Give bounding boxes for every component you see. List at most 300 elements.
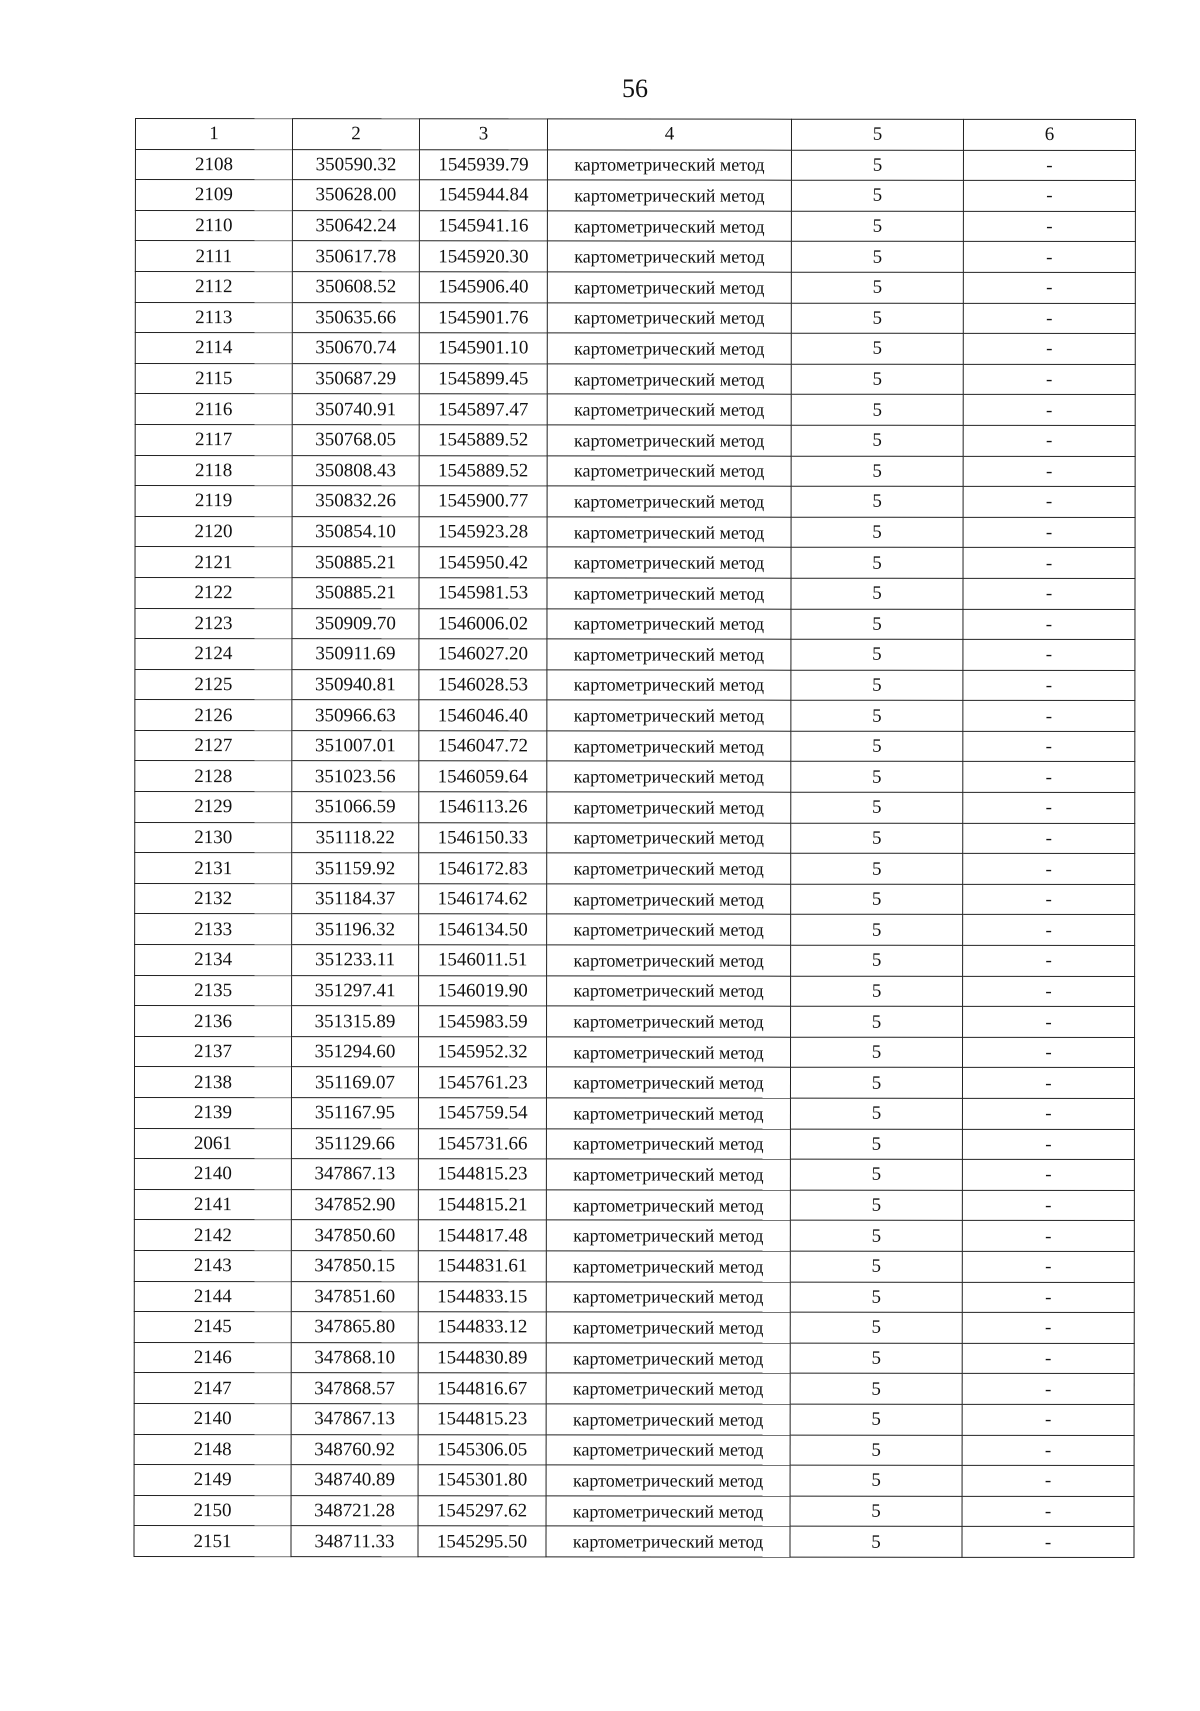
method-cell: картометрический метод bbox=[547, 578, 791, 609]
table-row bbox=[135, 975, 1135, 1007]
y-coordinate-cell: 1545901.76 bbox=[419, 302, 547, 333]
point-number-cell: 2123 bbox=[135, 608, 292, 639]
x-coordinate-cell: 350854.10 bbox=[292, 516, 419, 547]
point-number-cell: 2135 bbox=[135, 975, 292, 1006]
method-cell: картометрический метод bbox=[547, 884, 791, 915]
accuracy-cell: 5 bbox=[790, 1404, 962, 1435]
x-coordinate-cell: 350628.00 bbox=[292, 180, 419, 211]
method-cell: картометрический метод bbox=[547, 272, 791, 303]
accuracy-cell: 5 bbox=[791, 547, 963, 578]
method-cell: картометрический метод bbox=[547, 180, 791, 211]
note-cell: - bbox=[962, 1160, 1134, 1191]
table-row bbox=[135, 241, 1135, 273]
accuracy-cell: 5 bbox=[791, 395, 963, 426]
note-cell: - bbox=[963, 364, 1135, 395]
x-coordinate-cell: 347868.57 bbox=[291, 1373, 418, 1404]
note-cell: - bbox=[963, 578, 1135, 609]
point-number-cell: 2117 bbox=[135, 424, 292, 455]
table-row bbox=[135, 669, 1135, 701]
method-cell: картометрический метод bbox=[546, 1373, 790, 1404]
y-coordinate-cell: 1545983.59 bbox=[419, 1006, 547, 1037]
table-row bbox=[135, 149, 1135, 181]
table-row bbox=[135, 730, 1135, 762]
note-cell: - bbox=[963, 639, 1135, 670]
y-coordinate-cell: 1544831.61 bbox=[418, 1251, 546, 1282]
table-row bbox=[134, 1067, 1134, 1099]
table-row bbox=[135, 302, 1135, 334]
point-number-cell: 2114 bbox=[135, 333, 292, 364]
note-cell: - bbox=[962, 1282, 1134, 1313]
y-coordinate-cell: 1546006.02 bbox=[419, 608, 547, 639]
x-coordinate-cell: 351196.32 bbox=[292, 914, 419, 945]
table-row bbox=[134, 1250, 1134, 1282]
y-coordinate-cell: 1546174.62 bbox=[419, 884, 547, 915]
x-coordinate-cell: 350768.05 bbox=[292, 425, 419, 456]
y-coordinate-cell: 1546172.83 bbox=[419, 853, 547, 884]
point-number-cell: 2150 bbox=[134, 1495, 291, 1526]
y-coordinate-cell: 1546134.50 bbox=[419, 914, 547, 945]
point-number-cell: 2134 bbox=[135, 945, 292, 976]
x-coordinate-cell: 347867.13 bbox=[291, 1404, 418, 1435]
table-body bbox=[134, 149, 1135, 1557]
x-coordinate-cell: 350687.29 bbox=[292, 363, 419, 394]
point-number-cell: 2139 bbox=[134, 1098, 291, 1129]
y-coordinate-cell: 1545981.53 bbox=[419, 578, 547, 609]
x-coordinate-cell: 351315.89 bbox=[292, 1006, 419, 1037]
note-cell: - bbox=[963, 303, 1135, 334]
accuracy-cell: 5 bbox=[790, 1098, 962, 1129]
method-cell: картометрический метод bbox=[546, 1404, 790, 1435]
table-row bbox=[134, 1189, 1134, 1221]
header-cell: 6 bbox=[963, 119, 1135, 150]
table-row bbox=[135, 700, 1135, 732]
note-cell: - bbox=[963, 242, 1135, 273]
point-number-cell: 2113 bbox=[135, 302, 292, 333]
method-cell: картометрический метод bbox=[547, 1006, 791, 1037]
accuracy-cell: 5 bbox=[791, 792, 963, 823]
x-coordinate-cell: 350608.52 bbox=[292, 272, 419, 303]
x-coordinate-cell: 350911.69 bbox=[292, 639, 419, 670]
y-coordinate-cell: 1545944.84 bbox=[419, 180, 547, 211]
method-cell: картометрический метод bbox=[546, 1159, 790, 1190]
method-cell: картометрический метод bbox=[546, 1434, 790, 1465]
table-row bbox=[135, 792, 1135, 824]
accuracy-cell: 5 bbox=[791, 945, 963, 976]
method-cell: картометрический метод bbox=[546, 1465, 790, 1496]
note-cell: - bbox=[962, 1068, 1134, 1099]
point-number-cell: 2120 bbox=[135, 516, 292, 547]
note-cell: - bbox=[963, 517, 1135, 548]
method-cell: картометрический метод bbox=[547, 517, 791, 548]
table-row bbox=[135, 180, 1135, 212]
point-number-cell: 2133 bbox=[135, 914, 292, 945]
method-cell: картометрический метод bbox=[547, 241, 791, 272]
note-cell: - bbox=[963, 395, 1135, 426]
note-cell: - bbox=[962, 1251, 1134, 1282]
table-row bbox=[135, 577, 1135, 609]
accuracy-cell: 5 bbox=[790, 1129, 962, 1160]
y-coordinate-cell: 1546028.53 bbox=[419, 669, 547, 700]
x-coordinate-cell: 348760.92 bbox=[291, 1434, 418, 1465]
accuracy-cell: 5 bbox=[791, 976, 963, 1007]
method-cell: картометрический метод bbox=[547, 823, 791, 854]
note-cell: - bbox=[962, 1435, 1134, 1466]
x-coordinate-cell: 347850.15 bbox=[291, 1251, 418, 1282]
table-row bbox=[135, 945, 1135, 977]
note-cell: - bbox=[963, 272, 1135, 303]
accuracy-cell: 5 bbox=[791, 517, 963, 548]
accuracy-cell: 5 bbox=[791, 639, 963, 670]
point-number-cell: 2138 bbox=[134, 1067, 291, 1098]
note-cell: - bbox=[962, 1374, 1134, 1405]
y-coordinate-cell: 1546019.90 bbox=[419, 975, 547, 1006]
accuracy-cell: 5 bbox=[790, 1190, 962, 1221]
x-coordinate-cell: 350885.21 bbox=[292, 547, 419, 578]
table-row bbox=[135, 455, 1135, 487]
x-coordinate-cell: 347865.80 bbox=[291, 1312, 418, 1343]
note-cell: - bbox=[962, 1221, 1134, 1252]
accuracy-cell: 5 bbox=[791, 364, 963, 395]
x-coordinate-cell: 351023.56 bbox=[292, 761, 419, 792]
table-row bbox=[135, 271, 1135, 303]
note-cell: - bbox=[963, 701, 1135, 732]
method-cell: картометрический метод bbox=[547, 700, 791, 731]
x-coordinate-cell: 348711.33 bbox=[291, 1526, 418, 1557]
y-coordinate-cell: 1545889.52 bbox=[419, 455, 547, 486]
header-cell: 4 bbox=[547, 119, 791, 150]
table-row bbox=[134, 1312, 1134, 1344]
y-coordinate-cell: 1546046.40 bbox=[419, 700, 547, 731]
table-row bbox=[134, 1128, 1134, 1160]
x-coordinate-cell: 350808.43 bbox=[292, 455, 419, 486]
note-cell: - bbox=[962, 1129, 1134, 1160]
y-coordinate-cell: 1544815.23 bbox=[418, 1159, 546, 1190]
accuracy-cell: 5 bbox=[790, 1465, 962, 1496]
y-coordinate-cell: 1544817.48 bbox=[418, 1220, 546, 1251]
method-cell: картометрический метод bbox=[547, 731, 791, 762]
accuracy-cell: 5 bbox=[791, 1037, 963, 1068]
y-coordinate-cell: 1545889.52 bbox=[419, 425, 547, 456]
method-cell: картометрический метод bbox=[546, 1526, 790, 1557]
y-coordinate-cell: 1545897.47 bbox=[419, 394, 547, 425]
note-cell: - bbox=[963, 334, 1135, 365]
y-coordinate-cell: 1544833.12 bbox=[418, 1312, 546, 1343]
x-coordinate-cell: 350635.66 bbox=[292, 302, 419, 333]
point-number-cell: 2144 bbox=[134, 1281, 291, 1312]
accuracy-cell: 5 bbox=[791, 211, 963, 242]
point-number-cell: 2151 bbox=[134, 1526, 291, 1557]
accuracy-cell: 5 bbox=[791, 242, 963, 273]
y-coordinate-cell: 1545900.77 bbox=[419, 486, 547, 517]
note-cell: - bbox=[962, 1527, 1134, 1558]
y-coordinate-cell: 1545759.54 bbox=[418, 1098, 546, 1129]
table-row bbox=[135, 853, 1135, 885]
table-row bbox=[134, 1281, 1134, 1313]
y-coordinate-cell: 1545761.23 bbox=[418, 1067, 546, 1098]
x-coordinate-cell: 347868.10 bbox=[291, 1342, 418, 1373]
note-cell: - bbox=[963, 150, 1135, 181]
accuracy-cell: 5 bbox=[791, 180, 963, 211]
point-number-cell: 2130 bbox=[135, 822, 292, 853]
point-number-cell: 2121 bbox=[135, 547, 292, 578]
point-number-cell: 2148 bbox=[134, 1434, 291, 1465]
table-row bbox=[135, 1036, 1135, 1068]
method-cell: картометрический метод bbox=[547, 394, 791, 425]
accuracy-cell: 5 bbox=[791, 853, 963, 884]
table-row bbox=[135, 822, 1135, 854]
x-coordinate-cell: 351159.92 bbox=[292, 853, 419, 884]
note-cell: - bbox=[963, 211, 1135, 242]
x-coordinate-cell: 351007.01 bbox=[292, 731, 419, 762]
accuracy-cell: 5 bbox=[790, 1312, 962, 1343]
method-cell: картометрический метод bbox=[547, 302, 791, 333]
point-number-cell: 2141 bbox=[134, 1189, 291, 1220]
y-coordinate-cell: 1545899.45 bbox=[419, 364, 547, 395]
y-coordinate-cell: 1546047.72 bbox=[419, 731, 547, 762]
method-cell: картометрический метод bbox=[547, 639, 791, 670]
note-cell: - bbox=[963, 945, 1135, 976]
x-coordinate-cell: 351118.22 bbox=[292, 822, 419, 853]
header-cell: 2 bbox=[292, 119, 419, 150]
point-number-cell: 2132 bbox=[135, 883, 292, 914]
point-number-cell: 2140 bbox=[134, 1403, 291, 1434]
point-number-cell: 2108 bbox=[135, 149, 292, 180]
table-row bbox=[134, 1434, 1134, 1466]
y-coordinate-cell: 1545731.66 bbox=[418, 1128, 546, 1159]
accuracy-cell: 5 bbox=[790, 1159, 962, 1190]
accuracy-cell: 5 bbox=[791, 1006, 963, 1037]
x-coordinate-cell: 351297.41 bbox=[292, 975, 419, 1006]
header-cell: 3 bbox=[419, 119, 547, 150]
y-coordinate-cell: 1545901.10 bbox=[419, 333, 547, 364]
note-cell: - bbox=[963, 731, 1135, 762]
point-number-cell: 2122 bbox=[135, 577, 292, 608]
x-coordinate-cell: 351184.37 bbox=[292, 884, 419, 915]
x-coordinate-cell: 348740.89 bbox=[291, 1465, 418, 1496]
y-coordinate-cell: 1546150.33 bbox=[419, 822, 547, 853]
table-row bbox=[134, 1220, 1134, 1252]
method-cell: картометрический метод bbox=[547, 761, 791, 792]
method-cell: картометрический метод bbox=[547, 792, 791, 823]
table-row bbox=[135, 486, 1135, 518]
method-cell: картометрический метод bbox=[547, 211, 791, 242]
note-cell: - bbox=[963, 762, 1135, 793]
table-row bbox=[134, 1526, 1134, 1558]
accuracy-cell: 5 bbox=[791, 731, 963, 762]
point-number-cell: 2110 bbox=[135, 210, 292, 241]
method-cell: картометрический метод bbox=[546, 1343, 790, 1374]
y-coordinate-cell: 1544830.89 bbox=[418, 1343, 546, 1374]
accuracy-cell: 5 bbox=[790, 1435, 962, 1466]
y-coordinate-cell: 1546059.64 bbox=[419, 761, 547, 792]
point-number-cell: 2126 bbox=[135, 700, 292, 731]
accuracy-cell: 5 bbox=[791, 486, 963, 517]
method-cell: картометрический метод bbox=[547, 333, 791, 364]
x-coordinate-cell: 350740.91 bbox=[292, 394, 419, 425]
table-row bbox=[135, 424, 1135, 456]
point-number-cell: 2140 bbox=[134, 1159, 291, 1190]
x-coordinate-cell: 350909.70 bbox=[292, 608, 419, 639]
method-cell: картометрический метод bbox=[546, 1281, 790, 1312]
method-cell: картометрический метод bbox=[546, 1312, 790, 1343]
coordinates-table-container bbox=[133, 118, 1135, 1558]
x-coordinate-cell: 351066.59 bbox=[292, 792, 419, 823]
accuracy-cell: 5 bbox=[791, 578, 963, 609]
x-coordinate-cell: 347850.60 bbox=[291, 1220, 418, 1251]
note-cell: - bbox=[963, 670, 1135, 701]
note-cell: - bbox=[963, 1007, 1135, 1038]
method-cell: картометрический метод bbox=[547, 1037, 791, 1068]
method-cell: картометрический метод bbox=[547, 670, 791, 701]
method-cell: картометрический метод bbox=[546, 1098, 790, 1129]
accuracy-cell: 5 bbox=[791, 762, 963, 793]
point-number-cell: 2061 bbox=[134, 1128, 291, 1159]
method-cell: картометрический метод bbox=[547, 364, 791, 395]
point-number-cell: 2111 bbox=[135, 241, 292, 272]
method-cell: картометрический метод bbox=[546, 1190, 790, 1221]
point-number-cell: 2131 bbox=[135, 853, 292, 884]
note-cell: - bbox=[963, 1037, 1135, 1068]
point-number-cell: 2115 bbox=[135, 363, 292, 394]
point-number-cell: 2145 bbox=[134, 1312, 291, 1343]
point-number-cell: 2143 bbox=[134, 1250, 291, 1281]
y-coordinate-cell: 1545906.40 bbox=[419, 272, 547, 303]
x-coordinate-cell: 350885.21 bbox=[292, 578, 419, 609]
x-coordinate-cell: 347852.90 bbox=[291, 1189, 418, 1220]
note-cell: - bbox=[963, 915, 1135, 946]
method-cell: картометрический метод bbox=[546, 1496, 790, 1527]
accuracy-cell: 5 bbox=[790, 1526, 962, 1557]
accuracy-cell: 5 bbox=[791, 609, 963, 640]
table-row bbox=[134, 1403, 1134, 1435]
note-cell: - bbox=[963, 456, 1135, 487]
point-number-cell: 2149 bbox=[134, 1465, 291, 1496]
method-cell: картометрический метод bbox=[546, 1251, 790, 1282]
x-coordinate-cell: 350832.26 bbox=[292, 486, 419, 517]
point-number-cell: 2129 bbox=[135, 792, 292, 823]
table-row bbox=[134, 1159, 1134, 1191]
table-row bbox=[135, 883, 1135, 915]
x-coordinate-cell: 351167.95 bbox=[291, 1098, 418, 1129]
accuracy-cell: 5 bbox=[791, 915, 963, 946]
table-row bbox=[134, 1098, 1134, 1130]
method-cell: картометрический метод bbox=[546, 1129, 790, 1160]
note-cell: - bbox=[963, 884, 1135, 915]
header-cell: 1 bbox=[135, 119, 292, 150]
note-cell: - bbox=[962, 1190, 1134, 1221]
point-number-cell: 2127 bbox=[135, 730, 292, 761]
method-cell: картометрический метод bbox=[547, 150, 791, 181]
method-cell: картометрический метод bbox=[547, 425, 791, 456]
note-cell: - bbox=[962, 1313, 1134, 1344]
table-row bbox=[135, 1006, 1135, 1038]
point-number-cell: 2146 bbox=[134, 1342, 291, 1373]
x-coordinate-cell: 351233.11 bbox=[292, 945, 419, 976]
table-row bbox=[135, 914, 1135, 946]
table-row bbox=[135, 639, 1135, 671]
method-cell: картометрический метод bbox=[547, 976, 791, 1007]
point-number-cell: 2136 bbox=[135, 1006, 292, 1037]
point-number-cell: 2124 bbox=[135, 639, 292, 670]
table-row bbox=[135, 516, 1135, 548]
accuracy-cell: 5 bbox=[791, 272, 963, 303]
accuracy-cell: 5 bbox=[790, 1343, 962, 1374]
y-coordinate-cell: 1545920.30 bbox=[419, 241, 547, 272]
x-coordinate-cell: 350590.32 bbox=[292, 149, 419, 180]
y-coordinate-cell: 1545941.16 bbox=[419, 211, 547, 242]
note-cell: - bbox=[962, 1343, 1134, 1374]
x-coordinate-cell: 350966.63 bbox=[292, 700, 419, 731]
accuracy-cell: 5 bbox=[791, 700, 963, 731]
y-coordinate-cell: 1544815.21 bbox=[418, 1190, 546, 1221]
table-row bbox=[135, 761, 1135, 793]
y-coordinate-cell: 1545295.50 bbox=[418, 1526, 546, 1557]
coordinates-table bbox=[133, 118, 1136, 1558]
x-coordinate-cell: 347867.13 bbox=[291, 1159, 418, 1190]
accuracy-cell: 5 bbox=[791, 823, 963, 854]
point-number-cell: 2112 bbox=[135, 271, 292, 302]
accuracy-cell: 5 bbox=[790, 1221, 962, 1252]
y-coordinate-cell: 1545301.80 bbox=[418, 1465, 546, 1496]
y-coordinate-cell: 1544816.67 bbox=[418, 1373, 546, 1404]
x-coordinate-cell: 350940.81 bbox=[292, 669, 419, 700]
note-cell: - bbox=[963, 425, 1135, 456]
accuracy-cell: 5 bbox=[790, 1068, 962, 1099]
method-cell: картометрический метод bbox=[547, 914, 791, 945]
note-cell: - bbox=[962, 1465, 1134, 1496]
note-cell: - bbox=[963, 486, 1135, 517]
note-cell: - bbox=[963, 823, 1135, 854]
method-cell: картометрический метод bbox=[547, 945, 791, 976]
accuracy-cell: 5 bbox=[791, 333, 963, 364]
accuracy-cell: 5 bbox=[791, 150, 963, 181]
accuracy-cell: 5 bbox=[791, 425, 963, 456]
note-cell: - bbox=[962, 1404, 1134, 1435]
method-cell: картометрический метод bbox=[547, 547, 791, 578]
accuracy-cell: 5 bbox=[790, 1496, 962, 1527]
y-coordinate-cell: 1545939.79 bbox=[419, 149, 547, 180]
table-row bbox=[134, 1495, 1134, 1527]
accuracy-cell: 5 bbox=[790, 1251, 962, 1282]
point-number-cell: 2125 bbox=[135, 669, 292, 700]
point-number-cell: 2116 bbox=[135, 394, 292, 425]
table-row bbox=[135, 547, 1135, 579]
method-cell: картометрический метод bbox=[547, 853, 791, 884]
y-coordinate-cell: 1546027.20 bbox=[419, 639, 547, 670]
table-row bbox=[134, 1465, 1134, 1497]
x-coordinate-cell: 347851.60 bbox=[291, 1281, 418, 1312]
table-row bbox=[135, 608, 1135, 640]
note-cell: - bbox=[963, 792, 1135, 823]
point-number-cell: 2119 bbox=[135, 486, 292, 517]
point-number-cell: 2109 bbox=[135, 180, 292, 211]
page-number: 56 bbox=[622, 74, 648, 103]
y-coordinate-cell: 1546011.51 bbox=[419, 945, 547, 976]
y-coordinate-cell: 1545306.05 bbox=[418, 1434, 546, 1465]
x-coordinate-cell: 348721.28 bbox=[291, 1495, 418, 1526]
point-number-cell: 2128 bbox=[135, 761, 292, 792]
x-coordinate-cell: 351294.60 bbox=[292, 1036, 419, 1067]
point-number-cell: 2118 bbox=[135, 455, 292, 486]
method-cell: картометрический метод bbox=[546, 1067, 790, 1098]
x-coordinate-cell: 351169.07 bbox=[291, 1067, 418, 1098]
y-coordinate-cell: 1544815.23 bbox=[418, 1404, 546, 1435]
table-row bbox=[134, 1373, 1134, 1405]
point-number-cell: 2142 bbox=[134, 1220, 291, 1251]
header-row bbox=[135, 119, 1135, 151]
header-cell: 5 bbox=[791, 119, 963, 150]
note-cell: - bbox=[963, 976, 1135, 1007]
